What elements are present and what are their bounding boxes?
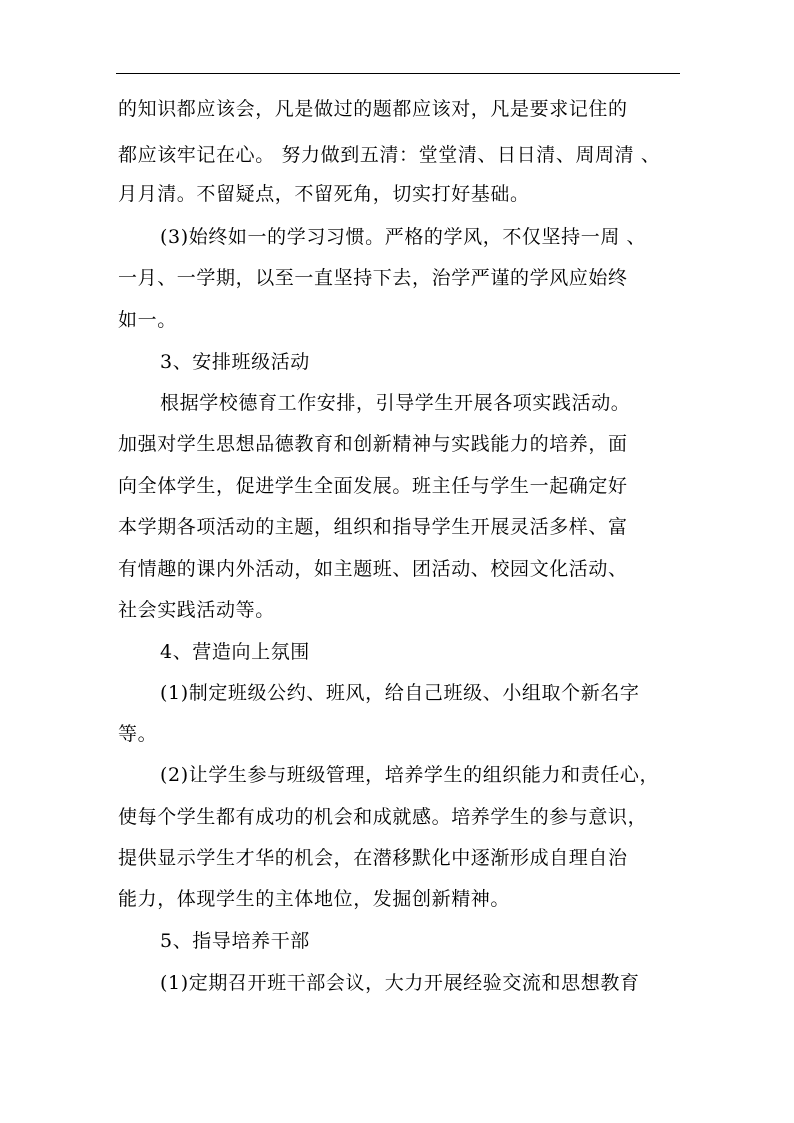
text-line: 使每个学生都有成功的机会和成就感。培养学生的参与意识， — [118, 806, 648, 828]
text-line: 根据学校德育工作安排，引导学生开展各项实践活动。 — [160, 392, 631, 414]
section-heading: 5、指导培养干部 — [160, 930, 310, 952]
text-line: 等。 — [118, 723, 158, 745]
text-line: (2)让学生参与班级管理，培养学生的组织能力和责任心， — [160, 764, 660, 786]
section-heading: 3、安排班级活动 — [160, 351, 310, 373]
text-line: 能力，体现学生的主体地位，发掘创新精神。 — [118, 888, 511, 910]
text-line: (1)制定班级公约、班风，给自己班级、小组取个新名字 — [160, 682, 640, 704]
section-heading: 4、营造向上氛围 — [160, 641, 310, 663]
text-line: 月月清。不留疑点，不留死角，切实打好基础。 — [118, 183, 530, 205]
text-line: 社会实践活动等。 — [118, 599, 275, 621]
text-line: 有情趣的课内外活动，如主题班、团活动、校园文化活动、 — [118, 558, 628, 580]
text-line: 本学期各项活动的主题，组织和指导学生开展灵活多样、富 — [118, 516, 628, 538]
text-line: 向全体学生，促进学生全面发展。班主任与学生一起确定好 — [118, 475, 628, 497]
text-line: 加强对学生思想品德教育和创新精神与实践能力的培养，面 — [118, 433, 628, 455]
text-line: 如一。 — [118, 309, 177, 331]
text-line: (1)定期召开班干部会议，大力开展经验交流和思想教育 — [160, 972, 640, 994]
text-line: 一月、一学期，以至一直坚持下去，治学严谨的学风应始终 — [118, 267, 628, 289]
text-line: 的知识都应该会，凡是做过的题都应该对，凡是要求记住的 — [118, 98, 628, 120]
text-line: 都应该牢记在心。 努力做到五清：堂堂清、日日清、周周清 、 — [118, 144, 661, 166]
text-line: (3)始终如一的学习习惯。严格的学风，不仅坚持一周 、 — [160, 226, 647, 248]
header-rule — [116, 73, 680, 74]
text-line: 提供显示学生才华的机会，在潜移默化中逐渐形成自理自治 — [118, 847, 628, 869]
